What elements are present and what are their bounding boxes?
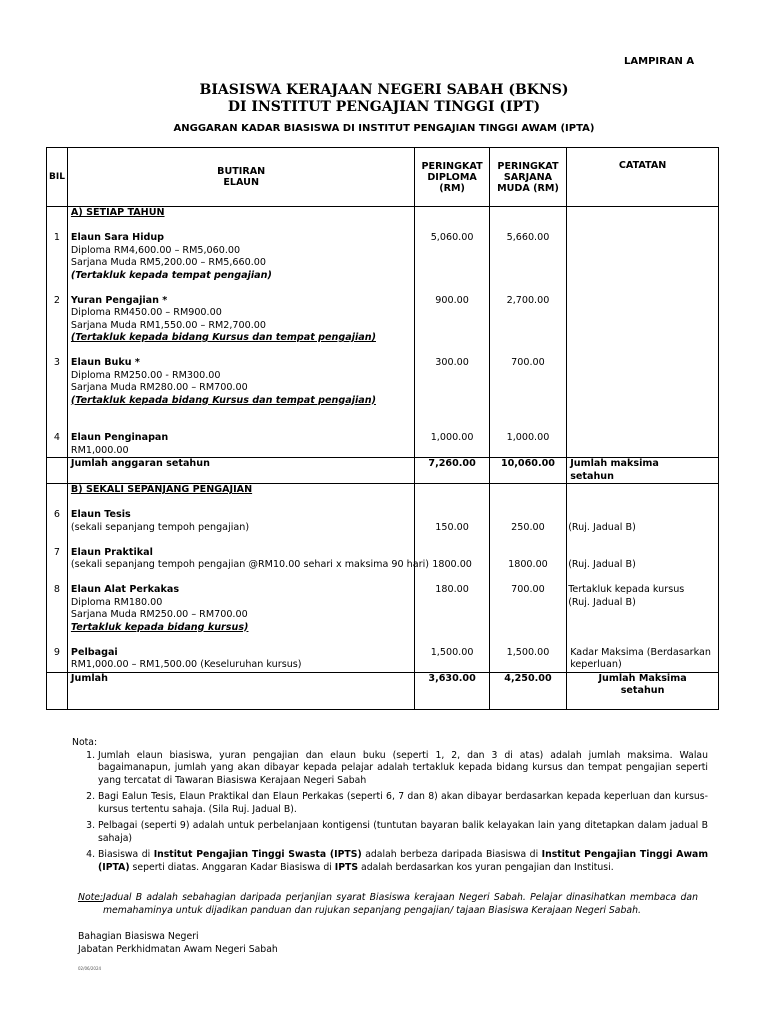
- header-sarjana: PERINGKAT SARJANA MUDA (RM): [489, 148, 566, 207]
- section-a-butiran-cell: A) SETIAP TAHUN Elaun Sara Hidup Diploma RM4,600.00 – RM5,060.00 Sarjana Muda RM5,200.00 – RM5,660.00 (Tertakluk kepada tempat pengajian) Yuran Pengajian * Diploma RM450.00 – RM900.00 Sarjana Muda RM1,550.00 – RM2,700.00 (Tertakluk kepada bidang Kursus dan tempat pengajian) Elaun Buku * Diploma RM250.00 - RM300.00 Sarjana Muda RM280.00 – RM700.00 (Tertakluk kepada bidang Kursus dan tempat pengajian) Elaun Penginapan RM1,000.00: [67, 207, 415, 458]
- footer-line1: Bahagian Biasiswa Negeri: [78, 931, 199, 942]
- notes-section: [60, 737, 708, 878]
- section-a-diploma-cell: 5,060.00 900.00 300.00 1,000.00: [415, 207, 489, 458]
- item-name: Elaun Praktikal: [70, 546, 153, 558]
- section-a-total-catatan: Jumlah maksima: [570, 458, 659, 469]
- section-a-row: [47, 207, 719, 458]
- item-name: Yuran Pengajian *: [70, 294, 168, 306]
- section-b-total-catatan: Jumlah Maksima: [598, 672, 687, 684]
- section-b-bil-cell: 6 7 8 9: [47, 484, 68, 673]
- header-bil: BIL: [47, 148, 68, 207]
- section-b-total-label: Jumlah: [70, 672, 108, 684]
- jadual-b-note: [78, 891, 698, 917]
- section-b-title: B) SEKALI SEPANJANG PENGAJIAN: [70, 484, 253, 495]
- footer-date: 02/06/2024: [78, 966, 102, 971]
- item-name: Elaun Tesis: [70, 509, 131, 520]
- section-a-total-sarjana: 10,060.00: [500, 458, 555, 469]
- notes-list: [60, 750, 708, 875]
- section-b-total-diploma: 3,630.00: [428, 672, 476, 684]
- section-a-total-row: Jumlah anggaran setahun 7,260.00 10,060.00 Jumlah maksima setahun: [47, 458, 719, 484]
- section-b-butiran-cell: B) SEKALI SEPANJANG PENGAJIAN Elaun Tesis (sekali sepanjang tempoh pengajian) Elaun Praktikal (sekali sepanjang tempoh pengajian @RM10.00 sehari x maksima 90 hari) Elaun Alat Perkakas Diploma RM180.00 Sarjana Muda RM250.00 – RM700.00 Tertakluk kepada bidang kursus) Pelbagai RM1,000.00 – RM1,500.00 (Keseluruhan kursus): [67, 484, 415, 673]
- item-name: Elaun Sara Hidup: [70, 232, 165, 243]
- table-header-row: [47, 148, 719, 207]
- lampiran-label: LAMPIRAN A: [624, 56, 695, 67]
- section-b-row: [47, 484, 719, 673]
- section-a-bil-cell: 1 2 3 4: [47, 207, 68, 458]
- section-a-total-label: Jumlah anggaran setahun: [70, 458, 210, 469]
- page-subtitle: ANGGARAN KADAR BIASISWA DI INSTITUT PENGAJIAN TINGGI AWAM (IPTA): [173, 123, 595, 134]
- note-item: 4. Biasiswa di Institut Pengajian Tinggi Swasta (IPTS) adalah berbeza daripada Biasiswa di Institut Pengajian Tinggi Awam (IPTA) seperti diatas. Anggaran Kadar Biasiswa di IPTS adalah berdasarkan kos yuran pengajian dan Institusi.: [98, 849, 708, 874]
- item-name: Elaun Buku *: [70, 357, 140, 368]
- header-butiran: BUTIRAN ELAUN: [67, 148, 415, 207]
- note-item: 2. Bagi Ealun Tesis, Elaun Praktikal dan Elaun Perkakas (seperti 6, 7 dan 8) akan dibayar berdasarkan kepada keperluan dan kursus-kursus tertentu sahaja. (Sila Ruj. Jadual B).: [98, 791, 708, 816]
- page-title-line2: DI INSTITUT PENGAJIAN TINGGI (IPT): [227, 99, 541, 115]
- section-b-total-row: Jumlah 3,630.00 4,250.00 Jumlah Maksima setahun: [47, 672, 719, 709]
- header-diploma: PERINGKAT DIPLOMA (RM): [415, 148, 489, 207]
- item-name: Elaun Alat Perkakas: [70, 584, 180, 595]
- section-a-catatan-cell: [567, 207, 719, 458]
- section-b-sarjana-cell: 250.00 1800.00 700.00 1,500.00: [489, 484, 566, 673]
- note-item: 3. Pelbagai (seperti 9) adalah untuk perbelanjaan kontigensi (tuntutan bayaran balik kelayakan lain yang ditetapkan dalam jadual B sahaja): [98, 820, 708, 845]
- footer-line2: Jabatan Perkhidmatan Awam Negeri Sabah: [78, 944, 278, 955]
- section-a-total-diploma: 7,260.00: [428, 458, 476, 469]
- notes-heading: Nota:: [72, 737, 98, 748]
- section-b-diploma-cell: 150.00 1800.00 180.00 1,500.00: [415, 484, 489, 673]
- note-text: Jadual B adalah sebahagian daripada perjanjian syarat Biasiswa kerajaan Negeri Sabah. Pelajar dinasihatkan membaca dan memahaminya untuk dijadikan panduan dan rujukan sepanjang pengajian/ tajaan Biasiswa Kerajaan Negeri Sabah.: [103, 892, 698, 916]
- section-a-sarjana-cell: 5,660.00 2,700.00 700.00 1,000.00: [489, 207, 566, 458]
- header-catatan: CATATAN: [567, 148, 719, 207]
- page-title-line1: BIASISWA KERAJAAN NEGERI SABAH (BKNS): [199, 82, 569, 98]
- section-b-total-sarjana: 4,250.00: [504, 672, 552, 684]
- item-name: Pelbagai: [70, 646, 118, 658]
- footer: [78, 930, 278, 956]
- allowance-table: [46, 147, 719, 710]
- note-item: 1. Jumlah elaun biasiswa, yuran pengajian dan elaun buku (seperti 1, 2, dan 3 di atas) adalah jumlah maksima. Walau bagaimanapun, jumlah yang akan dibayar kepada pelajar adalah tertakluk kepada bidang kursus dan tempat pengajian seperti yang tercatat di Tawaran Biasiswa Kerajaan Negeri Sabah: [98, 750, 708, 788]
- note-label: Note:: [78, 892, 104, 903]
- section-b-catatan-cell: (Ruj. Jadual B) (Ruj. Jadual B) Tertakluk kepada kursus (Ruj. Jadual B) Kadar Maksima (Berdasarkan keperluan): [567, 484, 719, 673]
- item-name: Elaun Penginapan: [70, 432, 169, 443]
- section-a-title: A) SETIAP TAHUN: [70, 207, 165, 218]
